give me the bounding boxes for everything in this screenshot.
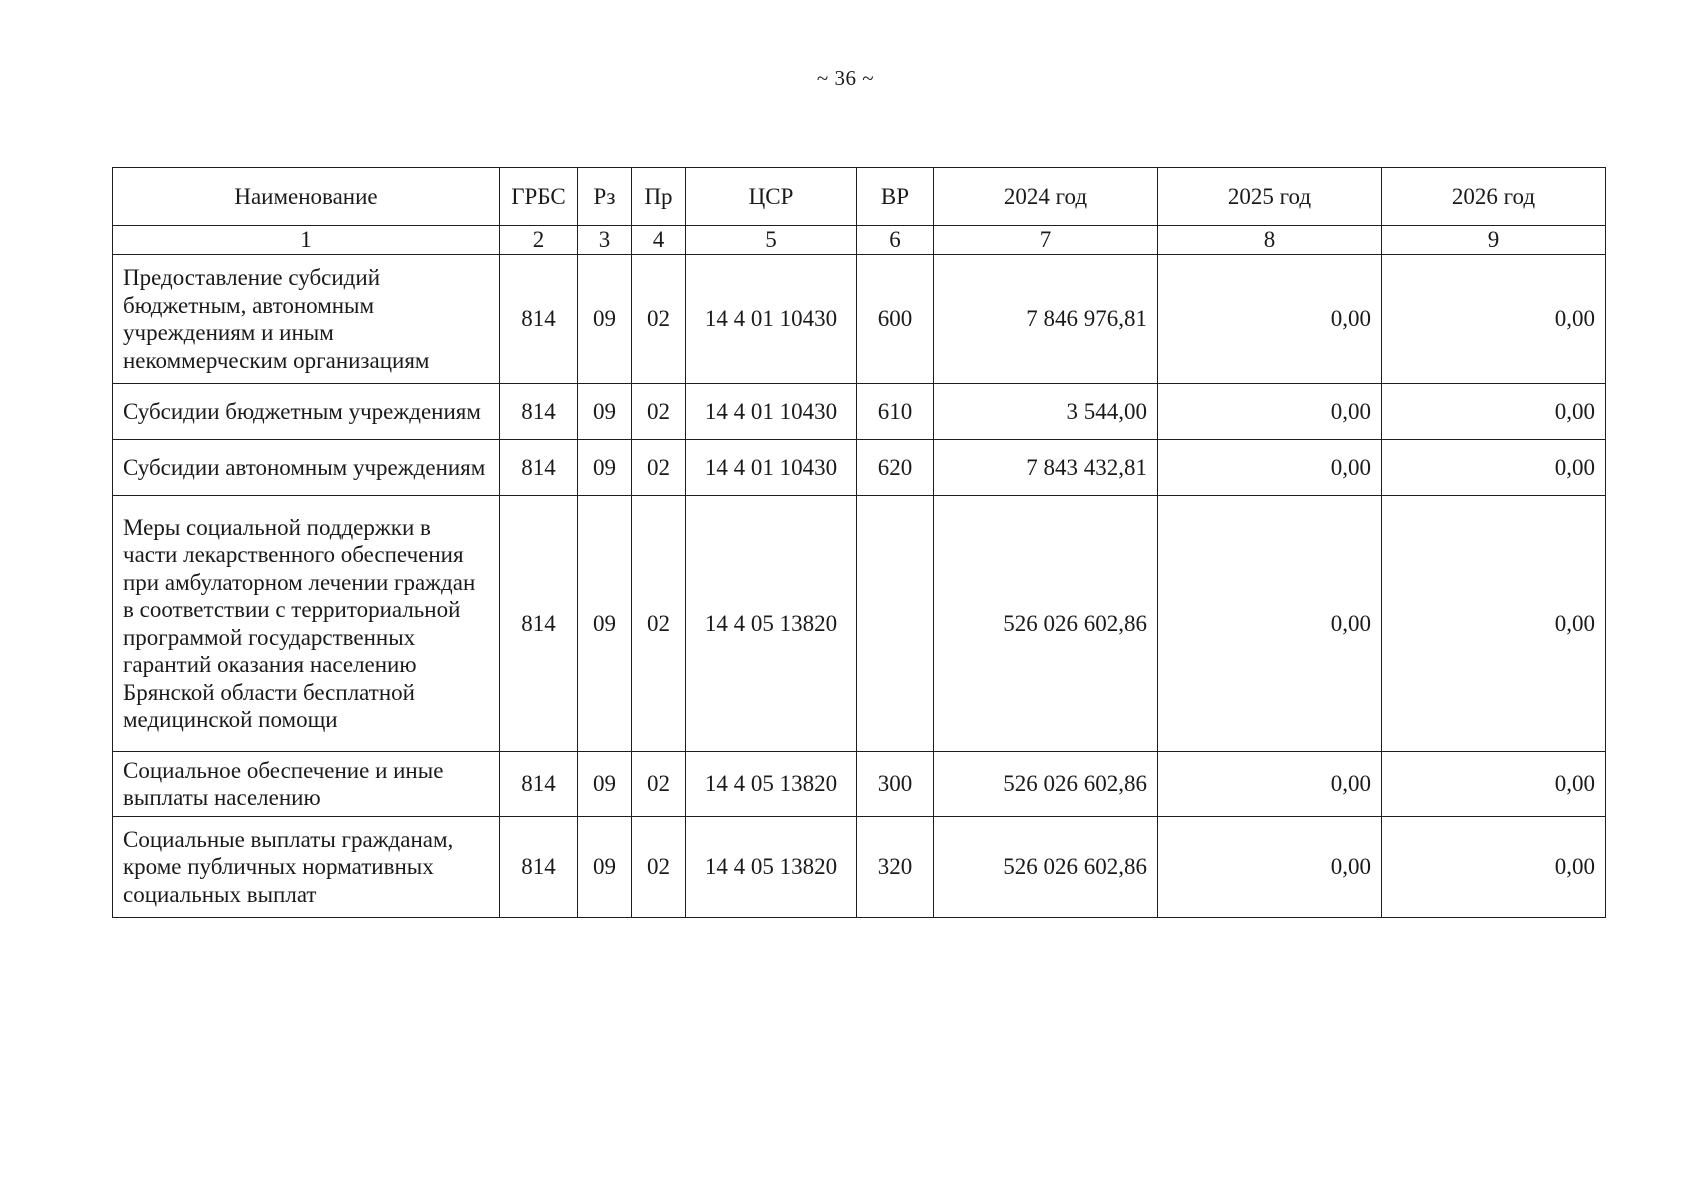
- row-grbs: 814: [500, 752, 578, 817]
- row-csr: 14 4 01 10430: [686, 440, 857, 496]
- column-number: 3: [578, 226, 632, 255]
- row-grbs: 814: [500, 255, 578, 384]
- row-grbs: 814: [500, 440, 578, 496]
- row-amount-2024: 7 846 976,81: [934, 255, 1158, 384]
- row-amount-2026: 0,00: [1382, 255, 1606, 384]
- row-vr: 610: [857, 384, 934, 440]
- row-csr: 14 4 05 13820: [686, 752, 857, 817]
- row-amount-2025: 0,00: [1158, 255, 1382, 384]
- column-number: 8: [1158, 226, 1382, 255]
- row-pr: 02: [632, 255, 686, 384]
- row-grbs: 814: [500, 817, 578, 918]
- row-grbs: 814: [500, 384, 578, 440]
- row-amount-2024: 526 026 602,86: [934, 752, 1158, 817]
- row-name: Социальное обеспечение и иные выплаты населению: [113, 752, 500, 817]
- header-row: [113, 168, 1606, 226]
- row-name: Предоставление субсидий бюджетным, автономным учреждениям и иным некоммерческим организациям: [113, 255, 500, 384]
- row-pr: 02: [632, 496, 686, 752]
- row-vr: 620: [857, 440, 934, 496]
- row-rz: 09: [578, 255, 632, 384]
- row-csr: 14 4 05 13820: [686, 496, 857, 752]
- header-pr: Пр: [632, 168, 686, 226]
- row-vr: 600: [857, 255, 934, 384]
- row-amount-2025: 0,00: [1158, 752, 1382, 817]
- page-number: ~ 36 ~: [816, 66, 875, 90]
- column-number: 6: [857, 226, 934, 255]
- header-2026: 2026 год: [1382, 168, 1606, 226]
- row-name: Социальные выплаты гражданам, кроме публичных нормативных социальных выплат: [113, 817, 500, 918]
- row-rz: 09: [578, 752, 632, 817]
- row-name: Субсидии автономным учреждениям: [113, 440, 500, 496]
- row-pr: 02: [632, 752, 686, 817]
- row-amount-2026: 0,00: [1382, 817, 1606, 918]
- budget-table: [112, 167, 1606, 918]
- row-name: Субсидии бюджетным учреждениям: [113, 384, 500, 440]
- header-2025: 2025 год: [1158, 168, 1382, 226]
- row-amount-2025: 0,00: [1158, 817, 1382, 918]
- column-number: 4: [632, 226, 686, 255]
- row-csr: 14 4 05 13820: [686, 817, 857, 918]
- row-rz: 09: [578, 384, 632, 440]
- table-row: [113, 440, 1606, 496]
- row-csr: 14 4 01 10430: [686, 384, 857, 440]
- row-amount-2024: 526 026 602,86: [934, 496, 1158, 752]
- row-vr: 320: [857, 817, 934, 918]
- column-number: 9: [1382, 226, 1606, 255]
- header-vr: ВР: [857, 168, 934, 226]
- column-number-row: [113, 226, 1606, 255]
- row-csr: 14 4 01 10430: [686, 255, 857, 384]
- table-row: [113, 255, 1606, 384]
- row-vr: [857, 496, 934, 752]
- column-number: 7: [934, 226, 1158, 255]
- header-csr: ЦСР: [686, 168, 857, 226]
- row-rz: 09: [578, 440, 632, 496]
- header-name: Наименование: [113, 168, 500, 226]
- row-amount-2026: 0,00: [1382, 384, 1606, 440]
- table-row: [113, 496, 1606, 752]
- row-amount-2026: 0,00: [1382, 440, 1606, 496]
- row-pr: 02: [632, 817, 686, 918]
- row-grbs: 814: [500, 496, 578, 752]
- header-grbs: ГРБС: [500, 168, 578, 226]
- row-rz: 09: [578, 817, 632, 918]
- table-row: [113, 817, 1606, 918]
- row-amount-2025: 0,00: [1158, 440, 1382, 496]
- column-number: 2: [500, 226, 578, 255]
- row-amount-2024: 3 544,00: [934, 384, 1158, 440]
- row-name: Меры социальной поддержки в части лекарственного обеспечения при амбулаторном лечении граждан в соответствии с территориальной программой государственных гарантий оказания населению Брянской области бесплатной медицинской помощи: [113, 496, 500, 752]
- row-pr: 02: [632, 440, 686, 496]
- row-rz: 09: [578, 496, 632, 752]
- row-amount-2026: 0,00: [1382, 752, 1606, 817]
- row-amount-2024: 526 026 602,86: [934, 817, 1158, 918]
- column-number: 5: [686, 226, 857, 255]
- row-amount-2024: 7 843 432,81: [934, 440, 1158, 496]
- table-row: [113, 384, 1606, 440]
- header-2024: 2024 год: [934, 168, 1158, 226]
- row-amount-2025: 0,00: [1158, 384, 1382, 440]
- table-row: [113, 752, 1606, 817]
- column-number: 1: [113, 226, 500, 255]
- row-vr: 300: [857, 752, 934, 817]
- row-amount-2026: 0,00: [1382, 496, 1606, 752]
- header-rz: Рз: [578, 168, 632, 226]
- row-amount-2025: 0,00: [1158, 496, 1382, 752]
- row-pr: 02: [632, 384, 686, 440]
